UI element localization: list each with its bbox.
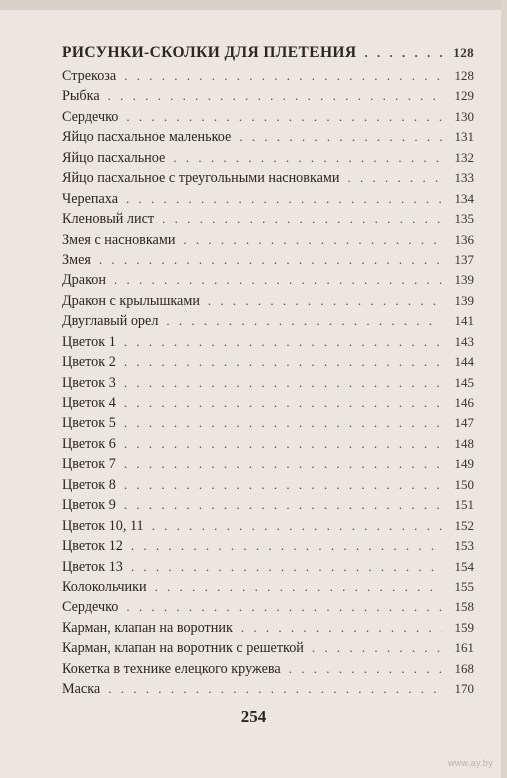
- toc-entry-page: 168: [454, 660, 474, 676]
- toc-entry-page: 150: [454, 476, 474, 492]
- dot-leader: [155, 579, 442, 595]
- toc-entry: [62, 518, 474, 538]
- toc-entry-page: 153: [454, 538, 474, 554]
- toc-entry: [62, 375, 474, 395]
- toc-entry-label: Дракон с крылышками: [62, 292, 200, 309]
- toc-entry-label: Стрекоза: [62, 68, 117, 84]
- toc-entry: [62, 395, 474, 415]
- dot-leader: [124, 334, 442, 350]
- toc-entry-page: 161: [454, 640, 474, 656]
- toc-entry: [62, 661, 474, 681]
- toc-entry-label: Цветок 7: [62, 456, 116, 473]
- toc-entry-label: Колокольчики: [62, 578, 147, 595]
- dot-leader: [131, 559, 442, 575]
- toc-entry-label: Цветок 1: [62, 333, 116, 350]
- toc-entry: [62, 579, 474, 599]
- toc-entry-page: 141: [454, 313, 474, 329]
- toc-entry-label: Цветок 6: [62, 435, 116, 452]
- toc-entry-page: 146: [454, 395, 474, 410]
- toc-entry-label: Цветок 4: [62, 395, 116, 411]
- toc-entry-label: Цветок 8: [62, 476, 116, 493]
- toc-entry-page: 137: [454, 251, 474, 267]
- toc-entry: [62, 599, 474, 619]
- page-number: 254: [240, 707, 267, 726]
- toc-entry-label: Яйцо пасхальное маленькое: [62, 129, 232, 146]
- dot-leader: [124, 436, 442, 452]
- toc-entry-page: 151: [454, 497, 474, 513]
- toc-entry-page: 134: [454, 190, 474, 206]
- dot-leader: [124, 68, 442, 84]
- dot-leader: [239, 129, 442, 145]
- toc-entry-page: 152: [454, 517, 474, 533]
- toc-section-heading: [62, 44, 474, 68]
- toc-entry: [62, 538, 474, 558]
- dot-leader: [126, 599, 442, 615]
- dot-leader: [208, 293, 442, 309]
- toc-entry: [62, 456, 474, 476]
- toc-entry-label: Яйцо пасхальное: [62, 149, 166, 166]
- toc-entry: [62, 211, 474, 231]
- dot-leader: [124, 375, 442, 391]
- toc-entry-label: Карман, клапан на воротник: [62, 619, 233, 636]
- toc-entry-page: 143: [454, 333, 474, 349]
- toc-entry-page: 144: [454, 354, 474, 370]
- toc-entry-label: Цветок 2: [62, 354, 116, 371]
- toc-entry-page: 148: [454, 435, 474, 451]
- toc-entry: [62, 150, 474, 170]
- dot-leader: [124, 477, 442, 493]
- dot-leader: [126, 109, 442, 125]
- toc-entry-label: Яйцо пасхальное с треугольными насновками: [62, 170, 340, 187]
- toc-entry: [62, 681, 474, 701]
- dot-leader: [108, 681, 442, 697]
- toc-entry-label: Змея: [62, 251, 91, 268]
- toc-entry-page: 158: [454, 599, 474, 615]
- toc-entry-label: Цветок 5: [62, 415, 116, 432]
- toc-entry-page: 132: [454, 149, 474, 165]
- toc-entry-label: Кленовый лист: [62, 211, 155, 228]
- toc-entry-page: 133: [454, 170, 474, 186]
- dot-leader: [183, 232, 442, 248]
- dot-leader: [348, 170, 442, 186]
- toc-entry-label: Цветок 3: [62, 374, 116, 391]
- dot-leader: [99, 252, 442, 268]
- toc-entry: [62, 88, 474, 108]
- toc-entries: [62, 68, 474, 702]
- toc-entry-label: Сердечко: [62, 108, 119, 125]
- toc-entry-label: Змея с насновками: [62, 231, 176, 248]
- toc-entry: [62, 293, 474, 313]
- toc-entry-label: Дракон: [62, 272, 106, 289]
- toc-entry: [62, 272, 474, 292]
- dot-leader: [124, 497, 442, 513]
- toc-entry: [62, 191, 474, 211]
- toc-entry: [62, 354, 474, 374]
- toc-entry-page: 149: [454, 456, 474, 472]
- watermark: www.ay.by: [447, 758, 493, 768]
- toc-entry: [62, 436, 474, 456]
- toc-entry: [62, 232, 474, 252]
- toc-entry-label: Карман, клапан на воротник с решеткой: [62, 640, 304, 657]
- toc-entry: [62, 640, 474, 660]
- toc-entry: [62, 170, 474, 190]
- toc-entry-page: 170: [454, 681, 474, 697]
- toc-heading-page: 128: [453, 45, 474, 60]
- toc-entry-label: Двуглавый орел: [62, 313, 159, 330]
- toc-entry-page: 129: [454, 88, 474, 104]
- toc-entry: [62, 415, 474, 435]
- toc-entry: [62, 109, 474, 129]
- dot-leader: [131, 538, 442, 554]
- dot-leader: [126, 191, 442, 207]
- toc-entry: [62, 334, 474, 354]
- toc-entry-page: 139: [454, 272, 474, 288]
- dot-leader: [124, 395, 442, 411]
- toc-entry-label: Черепаха: [62, 190, 119, 207]
- toc-entry-page: 145: [454, 374, 474, 390]
- toc-entry-label: Рыбка: [62, 88, 100, 105]
- toc-entry-label: Сердечко: [62, 599, 119, 616]
- toc-entry: [62, 497, 474, 517]
- dot-leader: [173, 150, 442, 166]
- toc-entry: [62, 313, 474, 333]
- toc-entry: [62, 252, 474, 272]
- table-of-contents: [62, 44, 474, 702]
- dot-leader: [162, 211, 442, 227]
- dot-leader: [108, 88, 442, 104]
- dot-leader: [124, 354, 442, 370]
- toc-entry-page: 135: [454, 211, 474, 227]
- toc-entry-page: 147: [454, 415, 474, 431]
- toc-entry: [62, 559, 474, 579]
- dot-leader: [289, 661, 442, 677]
- toc-entry-page: 130: [454, 108, 474, 124]
- toc-entry-label: Цветок 13: [62, 558, 123, 575]
- toc-heading-label: РИСУНКИ-СКОЛКИ ДЛЯ ПЛЕТЕНИЯ: [62, 44, 357, 61]
- toc-entry-page: 136: [454, 231, 474, 247]
- toc-entry-page: 155: [454, 578, 474, 594]
- dot-leader: [114, 272, 442, 288]
- dot-leader: [124, 456, 442, 472]
- toc-entry: [62, 129, 474, 149]
- dot-leader: [152, 518, 442, 534]
- toc-entry-page: 159: [454, 619, 474, 635]
- toc-entry: [62, 477, 474, 497]
- dot-leader: [312, 640, 442, 656]
- toc-entry-page: 154: [454, 558, 474, 574]
- toc-entry-label: Цветок 10, 11: [62, 517, 144, 534]
- dot-leader: [241, 620, 442, 636]
- toc-entry-page: 139: [454, 292, 474, 308]
- dot-leader: [124, 415, 442, 431]
- toc-entry: [62, 620, 474, 640]
- toc-entry-page: 128: [454, 68, 474, 83]
- toc-entry: [62, 68, 474, 88]
- toc-entry-label: Маска: [62, 681, 101, 698]
- toc-entry-label: Цветок 9: [62, 497, 116, 514]
- toc-entry-page: 131: [454, 129, 474, 145]
- toc-entry-label: Цветок 12: [62, 538, 123, 555]
- toc-entry-label: Кокетка в технике елецкого кружева: [62, 660, 281, 677]
- dot-leader: [364, 45, 442, 61]
- dot-leader: [166, 313, 442, 329]
